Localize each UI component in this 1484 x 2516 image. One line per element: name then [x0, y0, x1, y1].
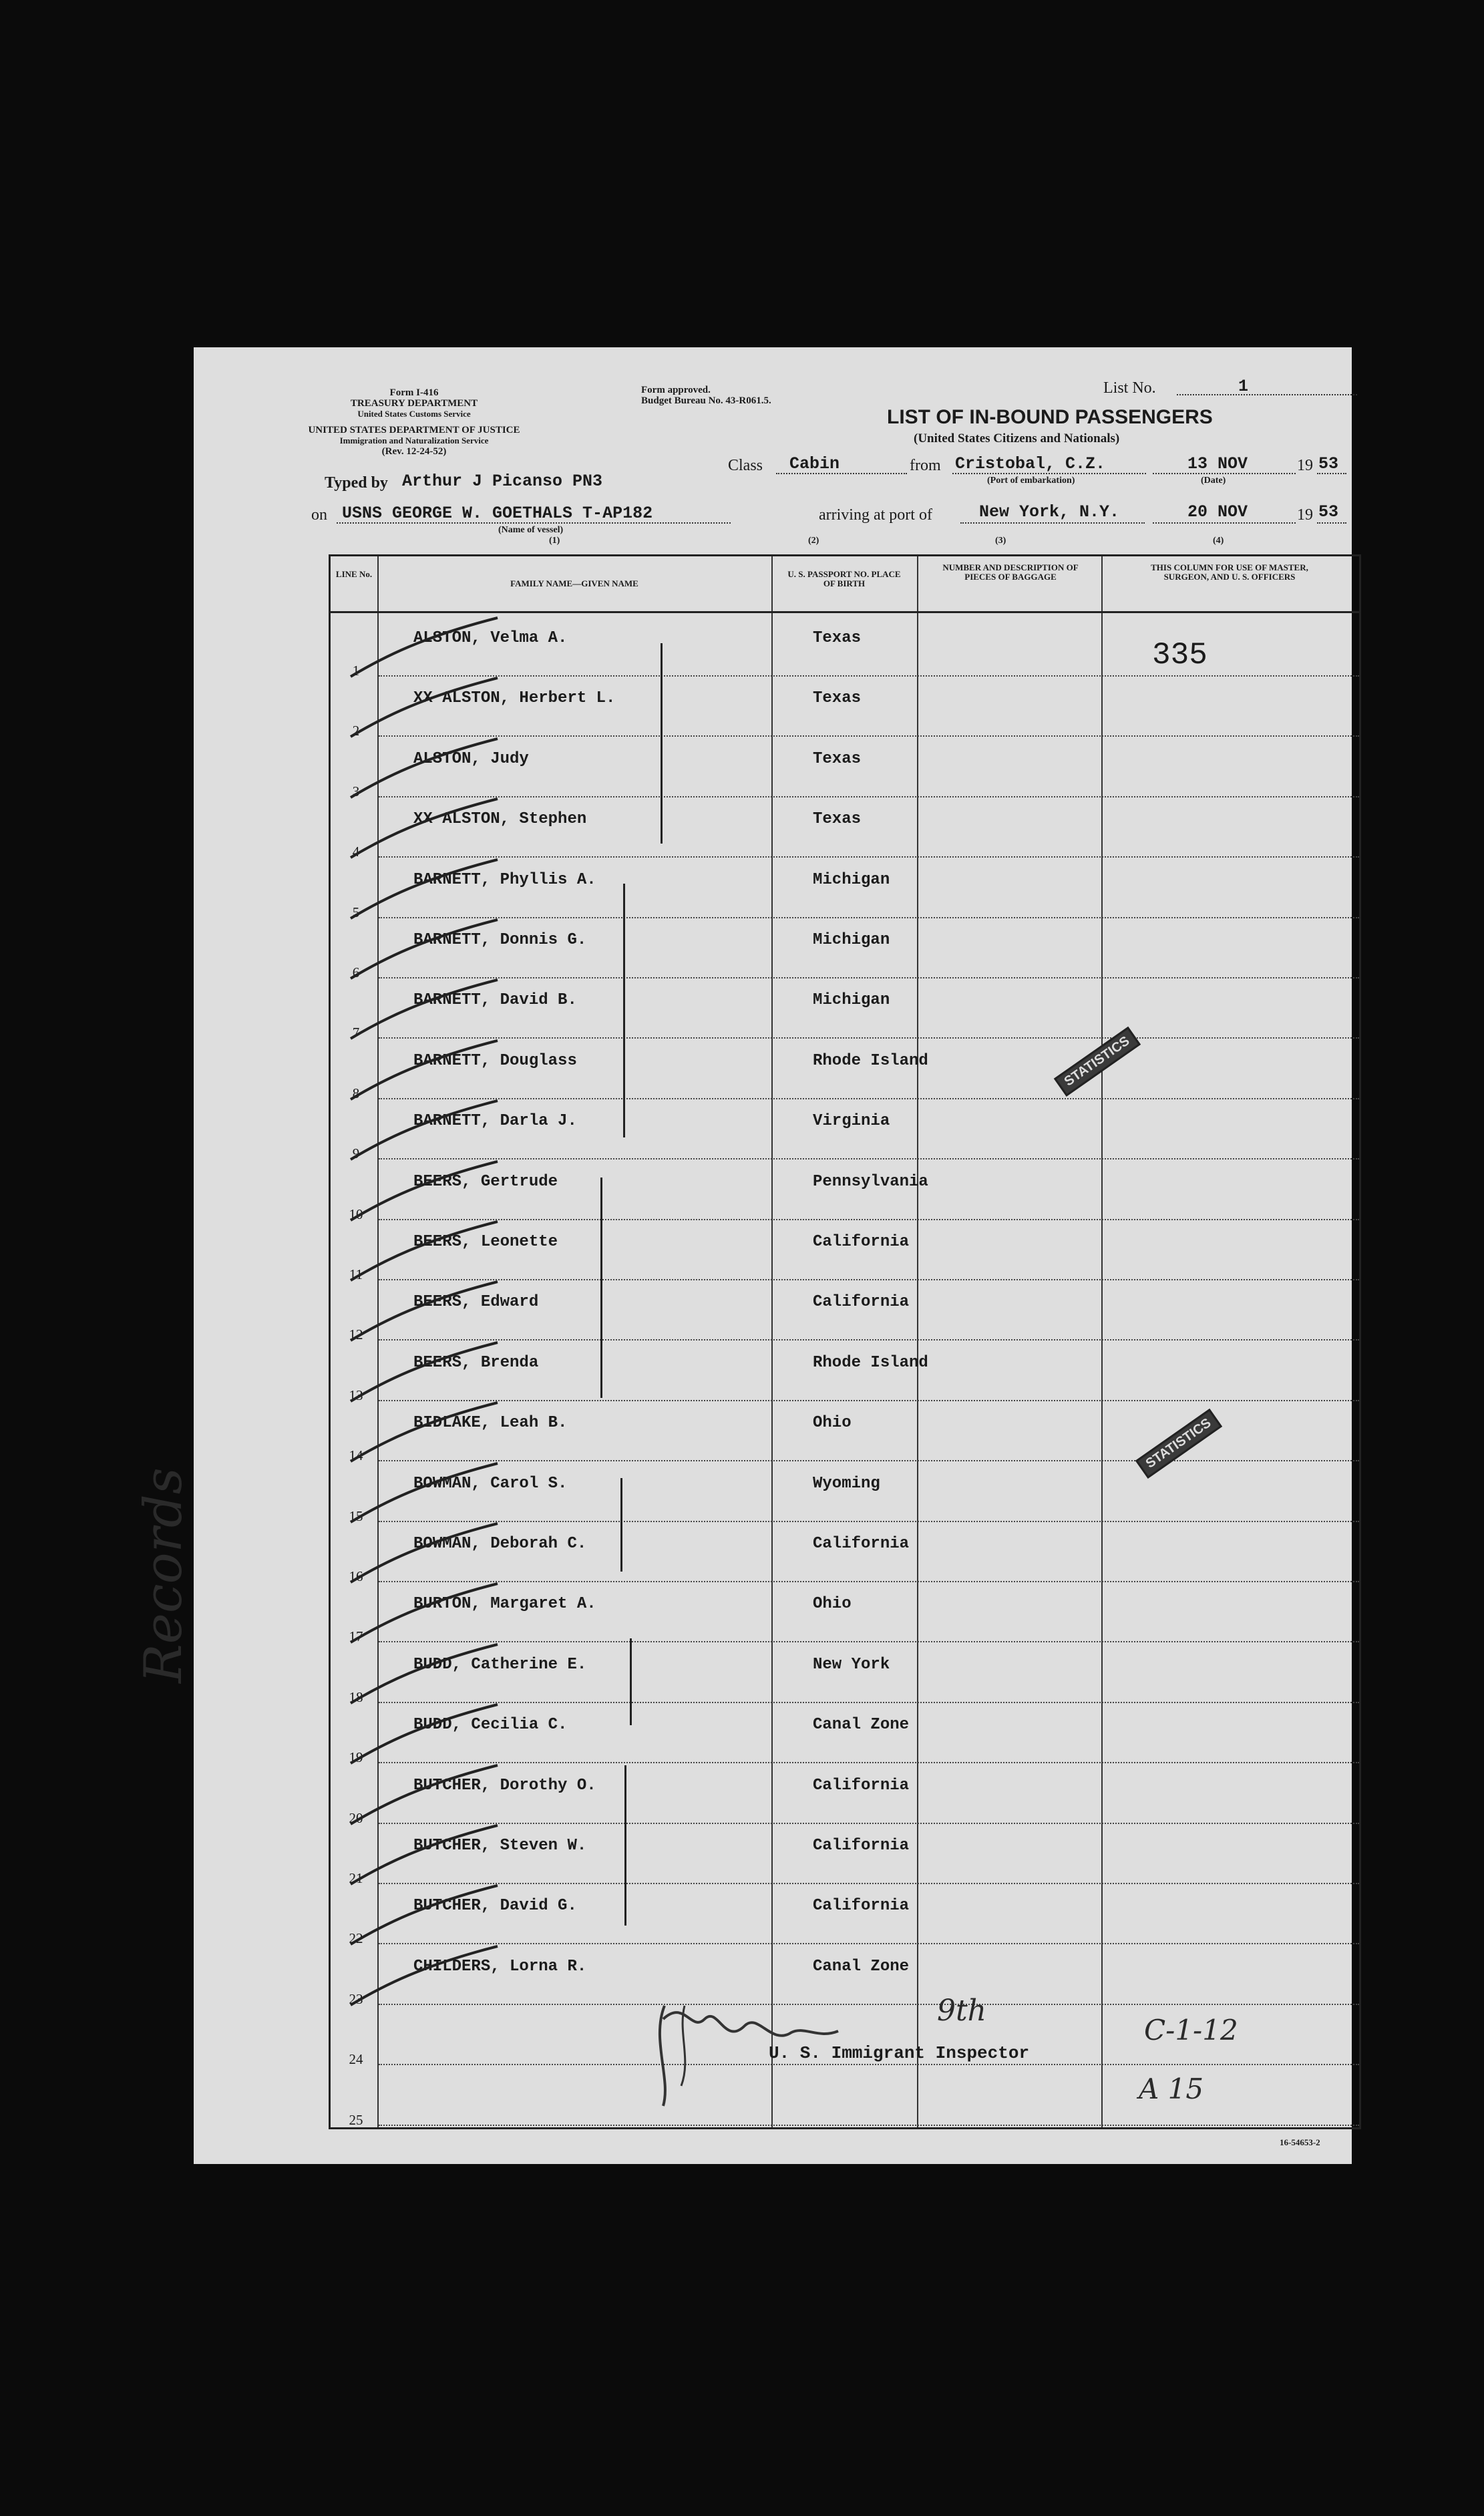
- col-number-4: (4): [1213, 536, 1224, 546]
- header-passport: U. S. PASSPORT NO. PLACE OF BIRTH: [787, 569, 901, 588]
- place-of-birth: Texas: [813, 689, 862, 708]
- handwritten-code-2: A 15: [1139, 2073, 1204, 2105]
- revision: (Rev. 12-24-52): [381, 446, 447, 457]
- line-number: 9: [352, 1145, 360, 1162]
- line-number: 11: [349, 1266, 363, 1282]
- footer-code: 16-54653-2: [1280, 2137, 1320, 2147]
- col-number-2: (2): [808, 536, 819, 546]
- place-of-birth: Canal Zone: [813, 1716, 910, 1735]
- header-baggage: NUMBER AND DESCRIPTION OF PIECES OF BAGGAGE: [942, 562, 1079, 582]
- passenger-name: ALSTON, Judy: [413, 749, 529, 768]
- family-bracket: [600, 1178, 602, 1398]
- place-of-birth: California: [813, 1535, 910, 1553]
- justice-dept: UNITED STATES DEPARTMENT OF JUSTICE: [308, 425, 520, 435]
- arriving-port: New York, N.Y.: [979, 502, 1120, 522]
- line-number: 5: [352, 904, 360, 920]
- line-number: 13: [349, 1387, 363, 1403]
- line-number: 12: [349, 1326, 363, 1343]
- line-number: 23: [349, 1990, 363, 2007]
- year2-value: 53: [1318, 502, 1339, 522]
- place-of-birth: Virginia: [813, 1112, 890, 1131]
- vessel-name: USNS GEORGE W. GOETHALS T-AP182: [342, 504, 653, 523]
- budget-bureau: Budget Bureau No. 43-R061.5.: [641, 395, 771, 406]
- place-of-birth: Rhode Island: [813, 1353, 928, 1372]
- line-number: 6: [352, 964, 360, 980]
- place-of-birth: Texas: [813, 749, 862, 768]
- family-bracket: [661, 643, 663, 844]
- class-value: Cabin: [789, 454, 840, 474]
- place-of-birth: Canal Zone: [813, 1957, 910, 1976]
- line-number: 7: [352, 1025, 360, 1041]
- place-of-birth: Michigan: [813, 991, 890, 1010]
- passenger-name: BARNETT, Darla J.: [413, 1112, 577, 1131]
- date-label: (Date): [1201, 476, 1226, 486]
- row-rule: [379, 2125, 1359, 2126]
- check-mark: [344, 1932, 518, 2012]
- col-number-1: (1): [549, 536, 560, 546]
- passenger-name: BOWMAN, Deborah C.: [413, 1535, 587, 1553]
- passenger-name: BURTON, Margaret A.: [413, 1595, 596, 1614]
- port-embarkation-label: (Port of embarkation): [987, 476, 1075, 486]
- line-number: 18: [349, 1688, 363, 1705]
- line-number: 21: [349, 1870, 363, 1886]
- date2-value: 20 NOV: [1187, 502, 1248, 522]
- date2-underline: [1153, 522, 1296, 524]
- arriving-label: arriving at port of: [819, 506, 932, 524]
- place-of-birth: Ohio: [813, 1595, 852, 1614]
- inspector-label: U. S. Immigrant Inspector: [769, 2043, 1030, 2063]
- line-number: 16: [349, 1568, 363, 1584]
- family-bracket: [630, 1638, 632, 1725]
- family-bracket: [624, 1765, 626, 1926]
- passenger-name: XX ALSTON, Stephen: [413, 810, 587, 829]
- list-no-value: 1: [1238, 377, 1249, 396]
- place-of-birth: Rhode Island: [813, 1051, 928, 1070]
- header-line-no: LINE No.: [335, 569, 373, 579]
- passenger-name: BOWMAN, Carol S.: [413, 1474, 568, 1493]
- passenger-name: BARNETT, Donnis G.: [413, 931, 587, 949]
- passenger-name: BEERS, Leonette: [413, 1233, 558, 1251]
- passenger-name: BARNETT, Douglass: [413, 1051, 577, 1070]
- line-number: 10: [349, 1206, 363, 1222]
- passenger-name: BARNETT, David B.: [413, 991, 577, 1010]
- handwritten-code-1: C-1-12: [1144, 2014, 1238, 2046]
- place-of-birth: California: [813, 1233, 910, 1251]
- on-label: on: [311, 506, 327, 524]
- passenger-name: BUDD, Catherine E.: [413, 1655, 587, 1674]
- line-number: 3: [352, 783, 360, 799]
- place-of-birth: California: [813, 1776, 910, 1795]
- year2-underline: [1317, 522, 1346, 524]
- line-number: 2: [352, 723, 360, 739]
- col-number-3: (3): [995, 536, 1006, 546]
- passenger-name: BARNETT, Phyllis A.: [413, 870, 596, 889]
- statistics-stamp: STATISTICS: [1054, 1027, 1141, 1097]
- passenger-name: BUDD, Cecilia C.: [413, 1716, 568, 1735]
- passenger-name: BIDLAKE, Leah B.: [413, 1414, 568, 1433]
- line-number: 22: [349, 1930, 363, 1947]
- header-officers: THIS COLUMN FOR USE OF MASTER, SURGEON, AND U. S. OFFICERS: [1151, 562, 1308, 582]
- ins-service: Immigration and Naturalization Service: [339, 435, 489, 445]
- list-no-label: List No.: [1103, 379, 1156, 397]
- place-of-birth: New York: [813, 1655, 890, 1674]
- list-no-underline: [1177, 394, 1357, 395]
- officer-note: 335: [1152, 638, 1208, 673]
- line-number: 14: [349, 1447, 363, 1464]
- year1-value: 53: [1318, 454, 1339, 474]
- line-number: 4: [352, 844, 360, 860]
- family-bracket: [620, 1478, 622, 1572]
- passenger-name: BEERS, Brenda: [413, 1353, 539, 1372]
- treasury-dept: TREASURY DEPARTMENT: [350, 398, 478, 409]
- place-of-birth: Michigan: [813, 931, 890, 949]
- family-bracket: [623, 884, 625, 1137]
- vessel-label: (Name of vessel): [498, 525, 564, 535]
- form-subtitle: (United States Citizens and Nationals): [914, 431, 1120, 445]
- passenger-name: BEERS, Edward: [413, 1293, 539, 1312]
- form-title: LIST OF IN-BOUND PASSENGERS: [887, 406, 1213, 428]
- class-label: Class: [728, 457, 763, 474]
- line-number: 1: [352, 663, 360, 679]
- passenger-name: ALSTON, Velma A.: [413, 629, 568, 647]
- line-number: 24: [349, 2051, 363, 2068]
- line-number: 25: [349, 2111, 363, 2128]
- passenger-name: CHILDERS, Lorna R.: [413, 1957, 587, 1976]
- passenger-name: BUTCHER, David G.: [413, 1897, 577, 1916]
- inspector-note: 9th: [937, 1994, 987, 2028]
- year2-prefix: 19: [1297, 506, 1313, 524]
- passenger-name: BUTCHER, Dorothy O.: [413, 1776, 596, 1795]
- passenger-name: BEERS, Gertrude: [413, 1172, 558, 1191]
- form-approved: Form approved.: [641, 385, 711, 395]
- margin-records: Records: [134, 1467, 194, 1683]
- line-number: 15: [349, 1507, 363, 1524]
- typed-by-label: Typed by: [325, 474, 388, 492]
- place-of-birth: Texas: [813, 810, 862, 829]
- from-label: from: [910, 457, 941, 474]
- line-number: 8: [352, 1085, 360, 1101]
- place-of-birth: California: [813, 1837, 910, 1855]
- place-of-birth: Ohio: [813, 1414, 852, 1433]
- passenger-name: BUTCHER, Steven W.: [413, 1837, 587, 1855]
- from-value: Cristobal, C.Z.: [955, 454, 1106, 474]
- place-of-birth: Pennsylvania: [813, 1172, 928, 1191]
- date1-value: 13 NOV: [1187, 454, 1248, 474]
- place-of-birth: Texas: [813, 629, 862, 647]
- place-of-birth: California: [813, 1293, 910, 1312]
- header-name: FAMILY NAME—GIVEN NAME: [510, 578, 638, 588]
- customs-service: United States Customs Service: [357, 409, 471, 419]
- passenger-table: [329, 554, 1361, 2129]
- line-number: 17: [349, 1628, 363, 1645]
- place-of-birth: Michigan: [813, 870, 890, 889]
- passenger-name: XX ALSTON, Herbert L.: [413, 689, 616, 708]
- place-of-birth: Wyoming: [813, 1474, 880, 1493]
- typed-by-value: Arthur J Picanso PN3: [402, 472, 603, 491]
- line-number: 19: [349, 1749, 363, 1766]
- form-number: Form I-416: [389, 387, 439, 398]
- year1-prefix: 19: [1297, 457, 1313, 474]
- passenger-list-form: [134, 347, 1352, 2164]
- place-of-birth: California: [813, 1897, 910, 1916]
- line-number: 20: [349, 1809, 363, 1826]
- statistics-stamp: STATISTICS: [1135, 1409, 1222, 1479]
- port-underline: [960, 522, 1145, 524]
